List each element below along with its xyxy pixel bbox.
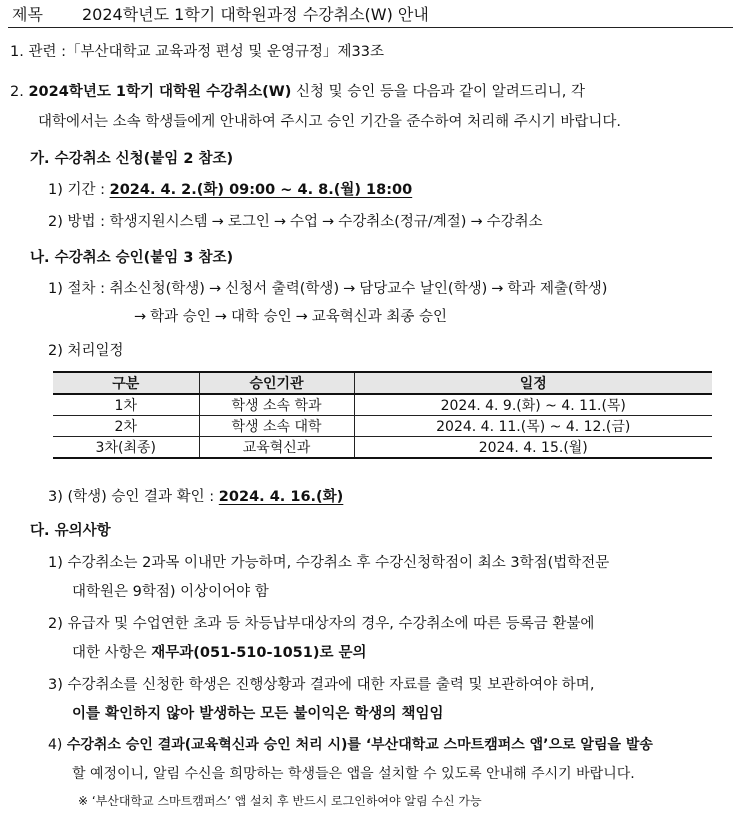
confirm-label: 3) (학생) 승인 결과 확인 : bbox=[48, 489, 215, 505]
item-2-number: 2. bbox=[10, 84, 24, 100]
table-cell: 1차 bbox=[53, 394, 199, 416]
finance-contact: 재무과(051-510-1051)로 문의 bbox=[151, 645, 367, 661]
arrow-icon: → bbox=[322, 214, 335, 230]
arrow-icon: → bbox=[214, 309, 227, 325]
note-3-line-1: 3) 수강취소를 신청한 학생은 진행상황과 결과에 대한 자료를 출력 및 보관하여야 하며, bbox=[48, 677, 595, 693]
table-cell: 3차(최종) bbox=[53, 437, 199, 459]
confirm-date: 2024. 4. 16.(화) bbox=[218, 489, 344, 505]
column-header: 승인기관 bbox=[199, 372, 354, 394]
table-cell: 2024. 4. 15.(월) bbox=[354, 437, 712, 459]
procedure-step: 취소신청(학생) bbox=[109, 281, 205, 297]
procedure-label: 1) 절차 : bbox=[48, 281, 105, 297]
method-step: 로그인 bbox=[227, 214, 270, 230]
procedure-step: 대학 승인 bbox=[230, 309, 292, 325]
section-na-heading: 나. 수강취소 승인(붙임 3 참조) bbox=[30, 250, 234, 266]
approval-confirm bbox=[48, 485, 343, 506]
arrow-icon: → bbox=[273, 214, 287, 230]
column-header: 구분 bbox=[53, 372, 199, 394]
title-label: 제목 bbox=[12, 5, 43, 24]
title-divider bbox=[8, 27, 733, 28]
note-3-line-2: 이를 확인하지 않아 발생하는 모든 불이익은 학생의 책임임 bbox=[72, 706, 444, 722]
arrow-icon: → bbox=[295, 309, 308, 325]
note-2-pre: 대한 사항은 bbox=[72, 645, 152, 661]
item-2-line-1 bbox=[10, 80, 585, 101]
method-step: 학생지원시스템 bbox=[109, 214, 208, 230]
document-title-row bbox=[12, 2, 733, 26]
arrow-icon: → bbox=[470, 214, 483, 230]
column-header: 일정 bbox=[354, 372, 712, 394]
item-2-lead-bold: 2024학년도 1학기 대학원 수강취소(W) bbox=[28, 84, 292, 100]
table-cell: 2차 bbox=[53, 416, 199, 437]
table-cell: 2024. 4. 11.(목) ~ 4. 12.(금) bbox=[354, 416, 712, 437]
note-1-line-2: 대학원은 9학점) 이상이어야 함 bbox=[72, 584, 269, 600]
arrow-icon: → bbox=[211, 214, 224, 230]
procedure-line-1 bbox=[48, 277, 607, 298]
schedule-table bbox=[53, 371, 712, 459]
procedure-line-2 bbox=[130, 305, 447, 326]
document-title: 2024학년도 1학기 대학원과정 수강취소(W) 안내 bbox=[82, 5, 429, 24]
note-4-line-2: 할 예정이니, 알림 수신을 희망하는 학생들은 앱을 설치할 수 있도록 안내해 주시기 바랍니다. bbox=[72, 766, 635, 782]
arrow-icon: → bbox=[491, 281, 504, 297]
note-2-line-1: 2) 유급자 및 수업연한 초과 등 차등납부대상자의 경우, 수강취소에 따른 등록금 환불에 bbox=[48, 616, 595, 632]
procedure-step: 담당교수 날인(학생) bbox=[359, 281, 488, 297]
note-4-line-1 bbox=[48, 734, 653, 754]
method-label: 2) 방법 : bbox=[48, 214, 105, 230]
note-2-line-2 bbox=[72, 641, 367, 662]
procedure-step: 교육혁신과 최종 승인 bbox=[311, 309, 448, 325]
procedure-step: 학과 제출(학생) bbox=[507, 281, 608, 297]
method-step: 수강취소 bbox=[486, 214, 543, 230]
note-4-bold: 수강취소 승인 결과(교육혁신과 승인 처리 시)를 ‘부산대학교 스마트캠퍼스 앱’으로 알림을 발송 bbox=[66, 737, 653, 753]
item-1-reference: 1. 관련 :「부산대학교 교육과정 편성 및 운영규정」제33조 bbox=[10, 44, 384, 60]
section-da-heading: 다. 유의사항 bbox=[30, 523, 111, 539]
arrow-icon: → bbox=[208, 281, 222, 297]
note-1-line-1: 1) 수강취소는 2과목 이내만 가능하며, 수강취소 후 수강신청학점이 최소 3학점(법학전문 bbox=[48, 555, 610, 571]
method-step: 수업 bbox=[290, 214, 319, 230]
note-4-remark: ※ ‘부산대학교 스마트캠퍼스’ 앱 설치 후 반드시 로그인하여야 알림 수신 가능 bbox=[78, 794, 482, 808]
table-cell: 2024. 4. 9.(화) ~ 4. 11.(목) bbox=[354, 394, 712, 416]
period-label: 1) 기간 : bbox=[48, 182, 105, 198]
table-row bbox=[53, 437, 712, 459]
table-cell: 학생 소속 대학 bbox=[199, 416, 354, 437]
method-step: 수강취소(정규/계절) bbox=[338, 214, 467, 230]
procedure-step: 학과 승인 bbox=[150, 309, 211, 325]
procedure-step: 신청서 출력(학생) bbox=[225, 281, 340, 297]
item-2-line-2: 대학에서는 소속 학생들에게 안내하여 주시고 승인 기간을 준수하여 처리해 주시기 바랍니다. bbox=[38, 114, 621, 130]
item-2-lead-rest: 신청 및 승인 등을 다음과 같이 알려드리니, 각 bbox=[291, 84, 585, 100]
table-cell: 교육혁신과 bbox=[199, 437, 354, 459]
table-row bbox=[53, 394, 712, 416]
schedule-label: 2) 처리일정 bbox=[48, 343, 124, 359]
arrow-icon: → bbox=[343, 281, 356, 297]
section-ga-heading: 가. 수강취소 신청(붙임 2 참조) bbox=[30, 151, 234, 167]
table-header-row bbox=[53, 372, 712, 394]
arrow-icon: → bbox=[134, 309, 147, 325]
table-cell: 학생 소속 학과 bbox=[199, 394, 354, 416]
period-value: 2024. 4. 2.(화) 09:00 ~ 4. 8.(월) 18:00 bbox=[109, 182, 413, 198]
application-period bbox=[48, 178, 412, 199]
note-4-number: 4) bbox=[48, 737, 67, 753]
table-row bbox=[53, 416, 712, 437]
application-method bbox=[48, 210, 543, 231]
